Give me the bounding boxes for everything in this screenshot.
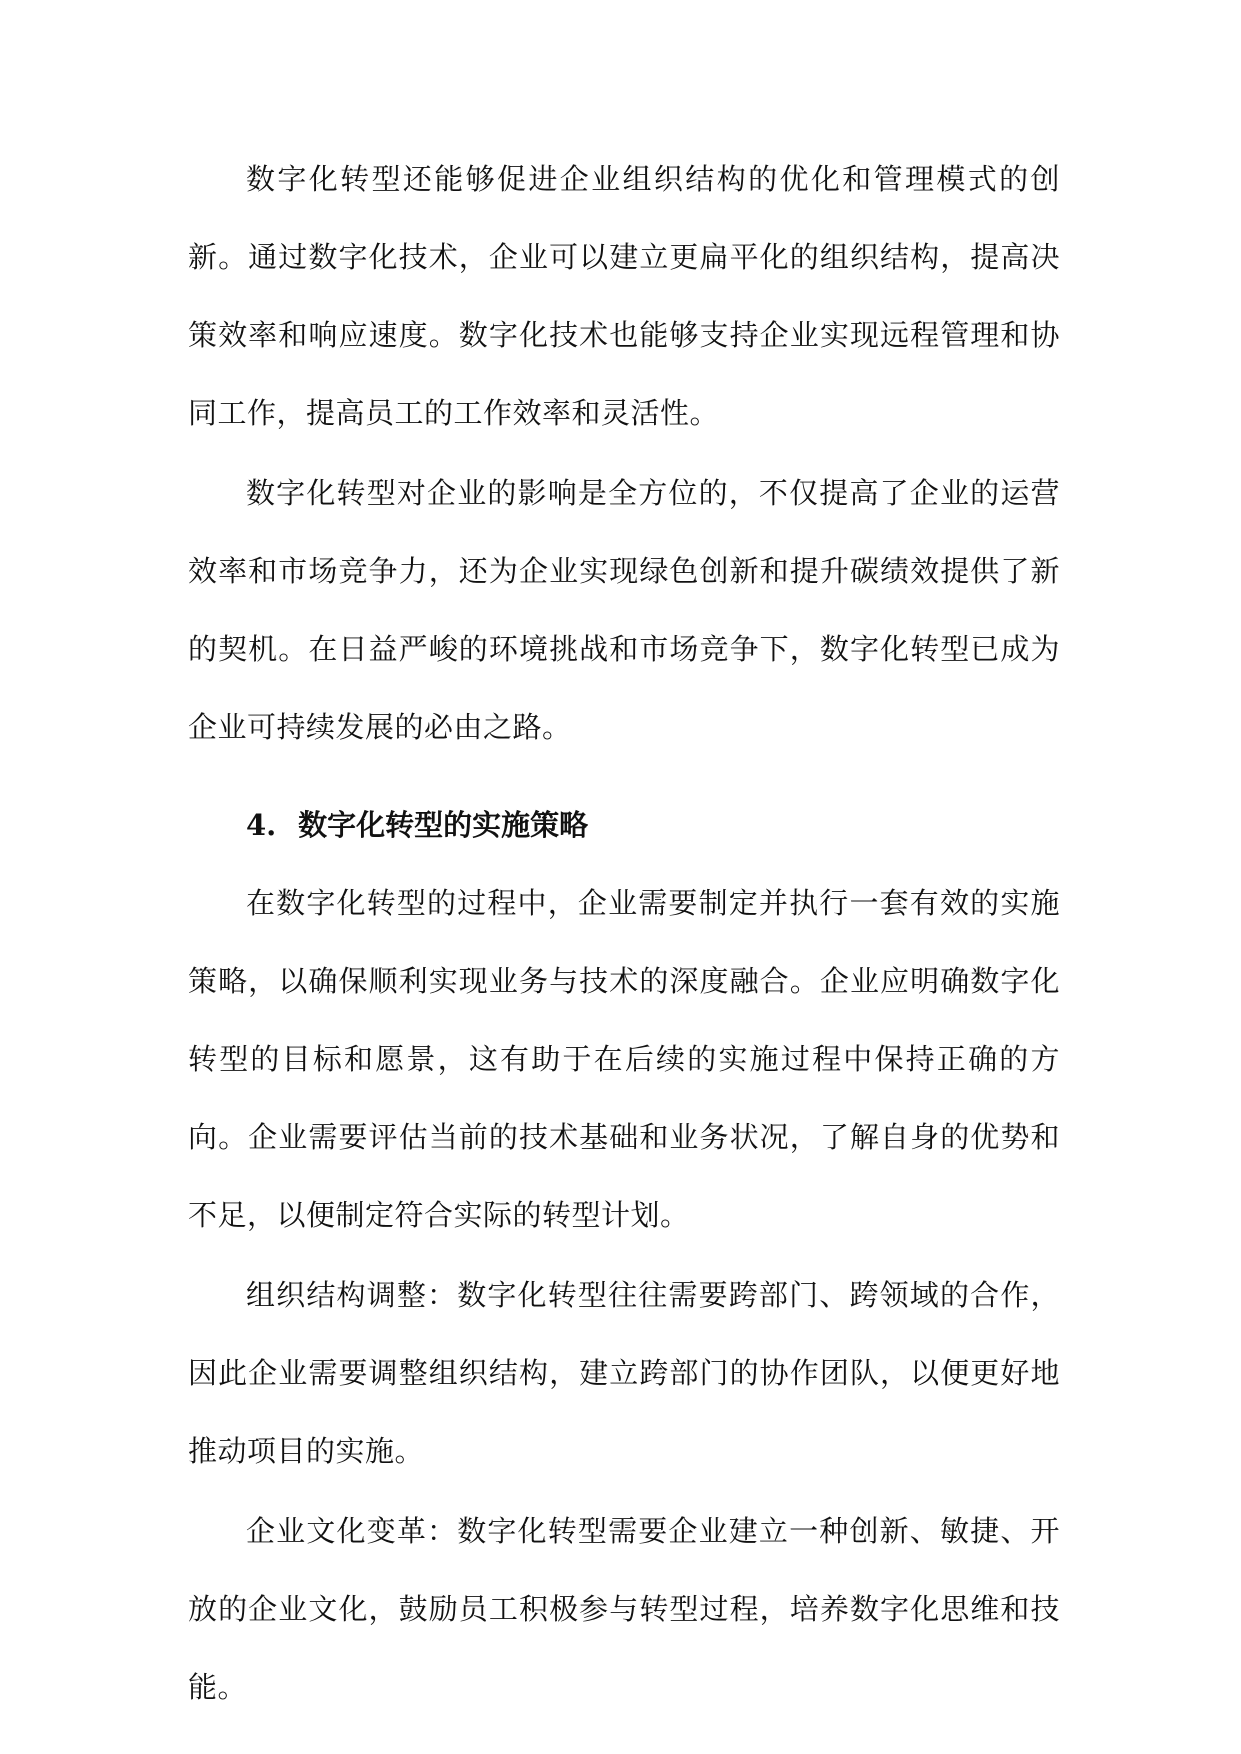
- paragraph-strategy-intro: 在数字化转型的过程中，企业需要制定并执行一套有效的实施策略，以确保顺利实现业务与技术的深度融合。企业应明确数字化转型的目标和愿景，这有助于在后续的实施过程中保持正确的方向。企业需要评估当前的技术基础和业务状况，了解自身的优势和不足，以便制定符合实际的转型计划。: [188, 886, 1060, 1232]
- paragraph-impact: 数字化转型对企业的影响是全方位的，不仅提高了企业的运营效率和市场竞争力，还为企业实现绿色创新和提升碳绩效提供了新的契机。在日益严峻的环境挑战和市场竞争下，数字化转型已成为企业可持续发展的必由之路。: [188, 476, 1060, 744]
- section-number: 4.: [246, 808, 277, 842]
- paragraph-culture-change: 企业文化变革：数字化转型需要企业建立一种创新、敏捷、开放的企业文化，鼓励员工积极参与转型过程，培养数字化思维和技能。: [188, 1514, 1060, 1704]
- paragraph-org-adjustment: 组织结构调整：数字化转型往往需要跨部门、跨领域的合作，因此企业需要调整组织结构，建立跨部门的协作团队，以便更好地推动项目的实施。: [188, 1278, 1060, 1468]
- section-heading: [188, 786, 1060, 864]
- document-body: [188, 140, 1060, 1726]
- paragraph-org-structure: 数字化转型还能够促进企业组织结构的优化和管理模式的创新。通过数字化技术，企业可以建立更扁平化的组织结构，提高决策效率和响应速度。数字化技术也能够支持企业实现远程管理和协同工作，提高员工的工作效率和灵活性。: [188, 162, 1060, 430]
- section-title: 数字化转型的实施策略: [298, 808, 589, 842]
